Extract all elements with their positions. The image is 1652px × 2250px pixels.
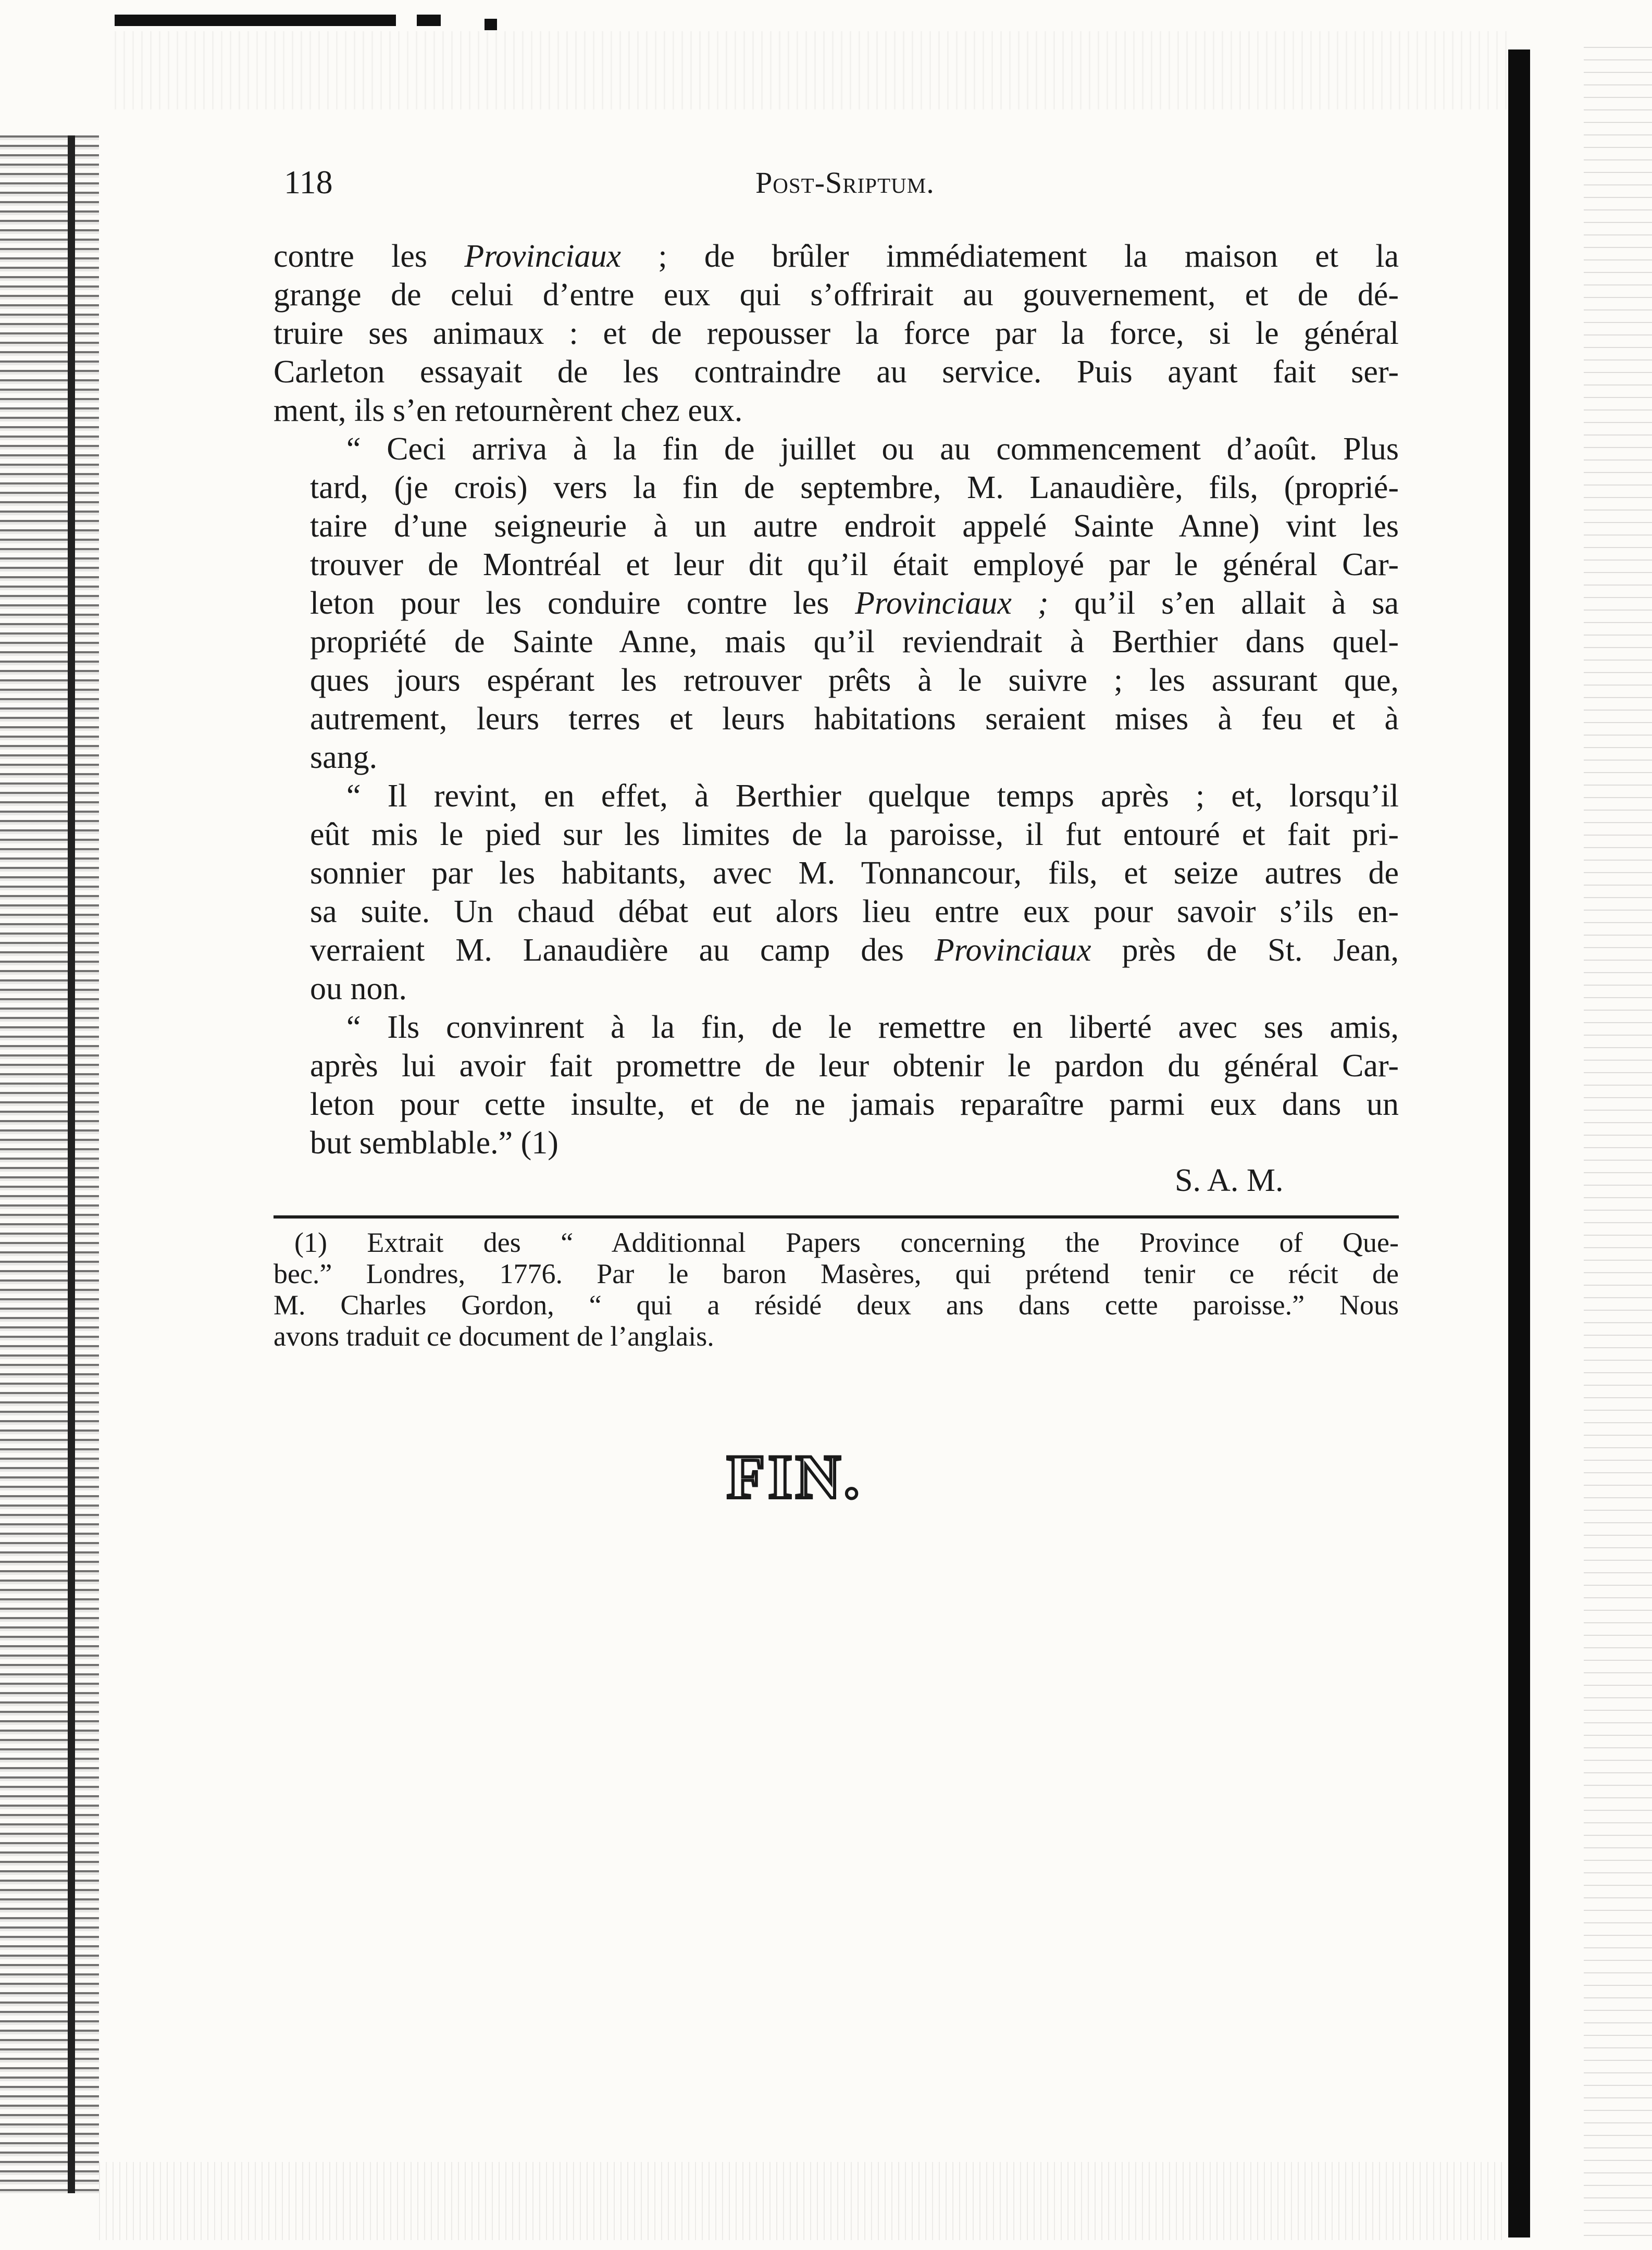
text-segment: grange de celui d’entre eux qui s’offrirait au gouvernement, et de dé- [274, 277, 1399, 313]
italic-text: Provinciaux ; [855, 586, 1049, 621]
text-line [274, 353, 1399, 391]
text-segment: “ Ils convinrent à la fin, de le remettre en liberté avec ses amis, [346, 1010, 1399, 1045]
footnote-divider [274, 1215, 1399, 1219]
text-line [274, 854, 1399, 892]
scan-right-edge-strip [1584, 47, 1652, 2245]
text-line [274, 623, 1399, 661]
text-line [274, 584, 1399, 623]
text-segment: autrement, leurs terres et leurs habitations seraient mises à feu et à [310, 701, 1399, 737]
signature: S. A. M. [1175, 1163, 1284, 1198]
paragraph [274, 1008, 1399, 1162]
text-line [274, 1008, 1399, 1047]
scan-noise-bottom [99, 2162, 1506, 2240]
text-line [274, 661, 1399, 700]
text-line [274, 430, 1399, 468]
text-line [274, 777, 1399, 815]
text-line [274, 237, 1399, 276]
text-line [274, 1047, 1399, 1085]
footnote-line: M. Charles Gordon, “ qui a résidé deux ans dans cette paroisse.” Nous [274, 1289, 1399, 1321]
footnote-line: (1) Extrait des “ Additionnal Papers concerning the Province of Que- [294, 1227, 1399, 1258]
text-line [274, 931, 1399, 969]
text-segment: qu’il s’en allait à sa [1048, 586, 1399, 621]
body-text [274, 237, 1399, 1162]
text-segment: ; de brûler immédiatement la maison et la [621, 239, 1399, 274]
paragraph [274, 777, 1399, 1008]
scan-right-edge-bar [1508, 49, 1530, 2237]
scan-left-edge-line [68, 135, 75, 2193]
text-line [274, 507, 1399, 545]
text-segment: “ Il revint, en effet, à Berthier quelque temps après ; et, lorsqu’il [346, 778, 1399, 814]
text-segment: après lui avoir fait promettre de leur obtenir le pardon du général Car- [310, 1048, 1399, 1084]
text-segment: ment, ils s’en retournèrent chez eux. [274, 393, 743, 428]
text-segment: truire ses animaux : et de repousser la force par la force, si le général [274, 316, 1399, 351]
text-segment: près de St. Jean, [1091, 933, 1399, 968]
text-segment: Carleton essayait de les contraindre au service. Puis ayant fait ser- [274, 354, 1399, 390]
paragraph [274, 430, 1399, 777]
running-head: Post-Sriptum. [755, 166, 935, 200]
text-line [274, 815, 1399, 854]
text-segment: tard, (je crois) vers la fin de septembre, M. Lanaudière, fils, (proprié- [310, 470, 1399, 505]
text-line [274, 892, 1399, 931]
text-segment: verraient M. Lanaudière au camp des [310, 933, 935, 968]
scan-artifact-top-bar [115, 15, 396, 26]
text-line [274, 1124, 1399, 1162]
text-line [274, 391, 1399, 430]
text-segment: but semblable.” (1) [310, 1125, 558, 1161]
text-segment: sonnier par les habitants, avec M. Tonnancour, fils, et seize autres de [310, 855, 1399, 891]
text-segment: ques jours espérant les retrouver prêts à le suivre ; les assurant que, [310, 663, 1399, 698]
footnote-line: bec.” Londres, 1776. Par le baron Masères, qui prétend tenir ce récit de [274, 1258, 1399, 1289]
italic-text: Provinciaux [464, 239, 622, 274]
text-line [274, 276, 1399, 314]
footnote-line: avons traduit ce document de l’anglais. [274, 1321, 714, 1352]
closing-mark: FIN. [727, 1442, 863, 1511]
text-line [274, 314, 1399, 353]
text-line [274, 468, 1399, 507]
scan-left-edge [0, 135, 99, 2193]
text-segment: sang. [310, 740, 378, 775]
text-line [274, 1085, 1399, 1124]
text-line [274, 969, 1399, 1008]
text-segment: ou non. [310, 971, 407, 1006]
text-segment: leton pour cette insulte, et de ne jamais reparaître parmi eux dans un [310, 1087, 1399, 1122]
scan-noise-top [115, 31, 1511, 109]
page-number: 118 [284, 164, 333, 201]
text-segment: leton pour les conduire contre les [310, 586, 855, 621]
text-segment: trouver de Montréal et leur dit qu’il était employé par le général Car- [310, 547, 1399, 582]
paragraph [274, 237, 1399, 430]
italic-text: Provinciaux [934, 933, 1091, 968]
footnote [274, 1227, 1399, 1352]
text-segment: sa suite. Un chaud débat eut alors lieu entre eux pour savoir s’ils en- [310, 894, 1399, 929]
scan-artifact-top-bar [485, 19, 497, 30]
text-segment: taire d’une seigneurie à un autre endroit appelé Sainte Anne) vint les [310, 508, 1399, 544]
text-line [274, 545, 1399, 584]
text-line [274, 738, 1399, 777]
text-segment: contre les [274, 239, 465, 274]
text-line [274, 700, 1399, 738]
text-segment: eût mis le pied sur les limites de la paroisse, il fut entouré et fait pri- [310, 817, 1399, 852]
text-segment: “ Ceci arriva à la fin de juillet ou au commencement d’août. Plus [346, 431, 1399, 467]
scan-artifact-top-bar [417, 15, 441, 26]
text-segment: propriété de Sainte Anne, mais qu’il reviendrait à Berthier dans quel- [310, 624, 1399, 660]
